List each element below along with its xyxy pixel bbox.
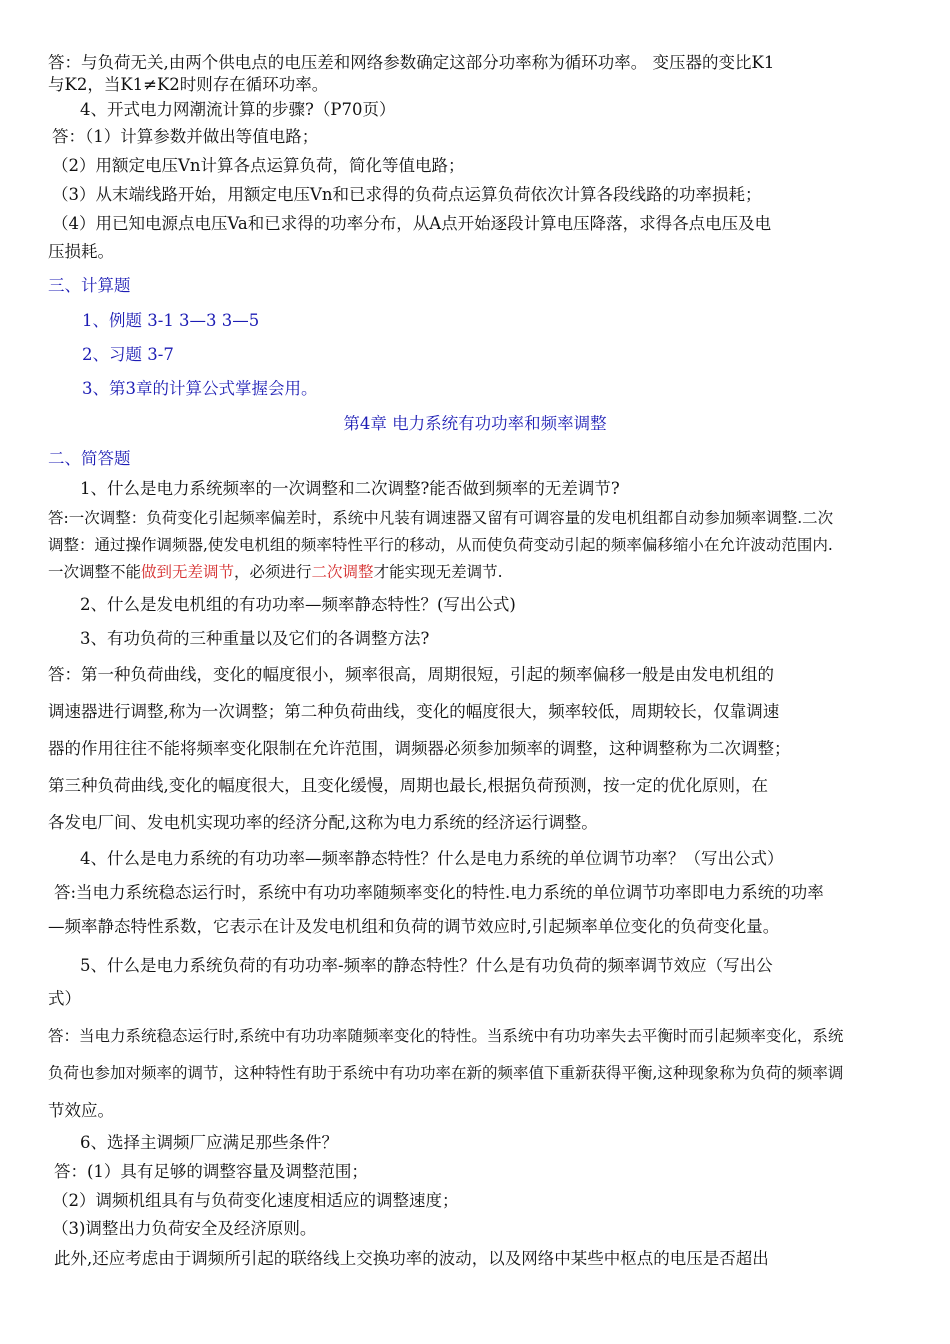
answer-6-additional-note: 此外,还应考虑由于调频所引起的联络线上交换功率的波动，以及网络中某些中枢点的电压是否超出	[54, 1249, 769, 1268]
answer-4-line-1: 答:当电力系统稳态运行时，系统中有功功率随频率变化的特性.电力系统的单位调节功率即电力系统的功率	[54, 883, 824, 902]
answer-step-1: 答：（1）计算参数并做出等值电路；	[52, 127, 319, 146]
answer-5-line-2: 负荷也参加对频率的调节，这种特性有助于系统中有功功率在新的频率值下重新获得平衡,这种现象称为负荷的频率调	[48, 1064, 844, 1082]
highlight-no-error-regulation: 做到无差调节	[141, 563, 235, 581]
answer-1-text-a: 一次调整不能	[48, 563, 142, 581]
question-1-frequency-regulation: 1、什么是电力系统频率的一次调整和二次调整?能否做到频率的无差调节?	[80, 479, 620, 498]
answer-6-condition-2: （2）调频机组具有与负荷变化速度相适应的调整速度；	[52, 1191, 459, 1210]
answer-5-line-1: 答：当电力系统稳态运行时,系统中有功功率随频率变化的特性。当系统中有功功率失去平衡时而引起频率变化，系统	[48, 1027, 844, 1045]
question-2-generator-characteristic: 2、什么是发电机组的有功功率—频率静态特性？(写出公式)	[80, 595, 516, 614]
answer-step-4-line-2: 压损耗。	[48, 242, 114, 261]
answer-circulating-power-line-1: 答：与负荷无关,由两个供电点的电压差和网络参数确定这部分功率称为循环功率。 变压器的变比K1	[48, 53, 775, 72]
answer-step-4-line-1: （4）用已知电源点电压Va和已求得的功率分布，从A点开始逐段计算电压降落，求得各点电压及电	[52, 214, 772, 233]
answer-3-line-3: 器的作用往往不能将频率变化限制在允许范围，调频器必须参加频率的调整，这种调整称为二次调整；	[48, 739, 791, 758]
section-short-answer-heading: 二、简答题	[48, 449, 131, 468]
answer-3-line-4: 第三种负荷曲线,变化的幅度很大，且变化缓慢，周期也最长,根据负荷预测，按一定的优化原则，在	[48, 776, 768, 795]
question-6-main-frequency-plant: 6、选择主调频厂应满足那些条件？	[80, 1133, 338, 1152]
calc-item-formulas: 3、第3章的计算公式掌握会用。	[82, 379, 318, 398]
answer-5-line-3: 节效应。	[48, 1101, 114, 1120]
calc-item-exercises: 2、习题 3-7	[82, 345, 174, 364]
answer-circulating-power-line-2: 与K2，当K1≠K2时则存在循环功率。	[48, 75, 329, 94]
answer-3-line-2: 调速器进行调整,称为一次调整；第二种负荷曲线，变化的幅度很大，频率较低，周期较长，仅靠调速	[48, 702, 780, 721]
answer-4-line-2: —频率静态特性系数，它表示在计及发电机组和负荷的调节效应时,引起频率单位变化的负荷变化量。	[48, 917, 780, 936]
question-5-load-characteristic-line-2: 式）	[48, 989, 81, 1008]
answer-1-text-c: ，必须进行	[234, 563, 312, 581]
question-3-load-components: 3、有功负荷的三种重量以及它们的各调整方法?	[80, 629, 430, 648]
answer-step-3: （3）从末端线路开始，用额定电压Vn和已求得的负荷点运算负荷依次计算各段线路的功率损耗；	[52, 185, 762, 204]
question-5-load-characteristic-line-1: 5、什么是电力系统负荷的有功功率-频率的静态特性？什么是有功负荷的频率调节效应（写出公	[80, 956, 773, 975]
answer-1-line-3	[48, 561, 908, 583]
answer-3-line-5: 各发电厂间、发电机实现功率的经济分配,这称为电力系统的经济运行调整。	[48, 813, 598, 832]
calc-item-examples: 1、例题 3-1 3—3 3—5	[82, 311, 260, 330]
question-4-open-network: 4、开式电力网潮流计算的步骤?（P70页）	[80, 100, 396, 119]
answer-1-line-1: 答:一次调整：负荷变化引起频率偏差时，系统中凡装有调速器又留有可调容量的发电机组都自动参加频率调整.二次	[48, 509, 834, 527]
question-4-system-characteristic: 4、什么是电力系统的有功功率—频率静态特性？什么是电力系统的单位调节功率？（写出公式）	[80, 849, 784, 868]
section-calculation-heading: 三、计算题	[48, 276, 131, 295]
answer-6-condition-3: （3)调整出力负荷安全及经济原则。	[52, 1219, 317, 1238]
answer-step-2: （2）用额定电压Vn计算各点运算负荷，简化等值电路；	[52, 156, 465, 175]
chapter-4-title: 第4章 电力系统有功功率和频率调整	[343, 414, 607, 433]
answer-6-condition-1: 答：(1）具有足够的调整容量及调整范围；	[54, 1162, 368, 1181]
highlight-secondary-regulation: 二次调整	[311, 563, 374, 581]
answer-1-text-e: 才能实现无差调节.	[373, 563, 503, 581]
answer-3-line-1: 答：第一种负荷曲线，变化的幅度很小，频率很高，周期很短，引起的频率偏移一般是由发电机组的	[48, 665, 774, 684]
answer-1-line-2: 调整：通过操作调频器,使发电机组的频率特性平行的移动，从而使负荷变动引起的频率偏移缩小在允许波动范围内.	[48, 536, 833, 554]
